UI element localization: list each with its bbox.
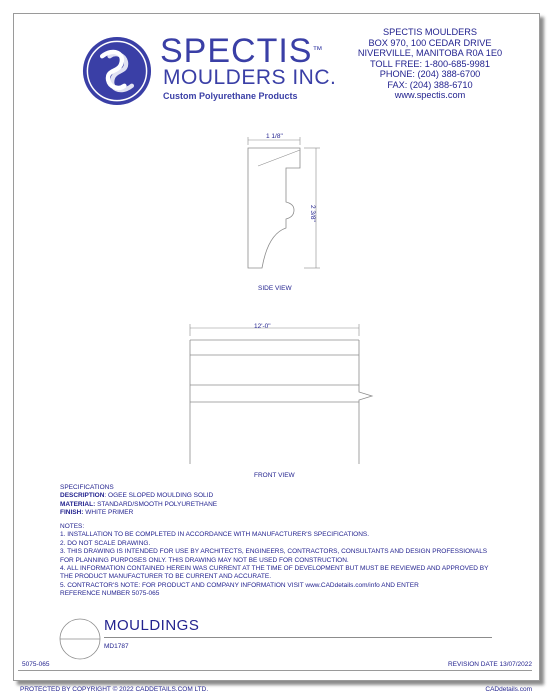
- note-line: 3. THIS DRAWING IS INTENDED FOR USE BY ARCHITECTS, ENGINEERS, CONTRACTORS, CONSULTANTS AND DESIGN PROFESSIONALS: [60, 548, 488, 556]
- revision-date: REVISION DATE 13/07/2022: [447, 661, 532, 668]
- brand-name: SPECTIS™: [160, 32, 324, 70]
- side-view-height-label: 2 3/8": [309, 205, 316, 222]
- front-view-length-label: 12'-0": [254, 323, 271, 330]
- address-line: NIVERVILLE, MANITOBA R0A 1E0: [357, 48, 503, 58]
- front-view-elevation: [190, 340, 372, 464]
- note-line: 4. ALL INFORMATION CONTAINED HEREIN WAS CURRENT AT THE TIME OF DEVELOPMENT BUT MUST BE REVIEWED AND APPROVED BY: [60, 565, 489, 573]
- note-line: FOR PLANNING PURPOSES ONLY. THIS DRAWING MAY NOT BE USED FOR CONSTRUCTION.: [60, 556, 349, 564]
- side-view-label: SIDE VIEW: [258, 285, 292, 292]
- side-view-slope: [258, 150, 300, 166]
- trademark: ™: [312, 45, 324, 56]
- specifications-heading: SPECIFICATIONS: [60, 484, 114, 491]
- spec-description: DESCRIPTION: OGEE SLOPED MOULDING SOLID: [60, 492, 214, 500]
- notes-block: [60, 523, 488, 599]
- address-line: BOX 970, 100 CEDAR DRIVE: [368, 37, 492, 48]
- note-line: 5. CONTRACTOR'S NOTE: FOR PRODUCT AND COMPANY INFORMATION VISIT www.CADdetails.com/info AND ENTER: [60, 581, 419, 589]
- brand-tagline: Custom Polyurethane Products: [163, 91, 298, 101]
- drawing-title: MOULDINGS: [104, 617, 200, 634]
- address-line: SPECTIS MOULDERS: [383, 27, 477, 37]
- spec-finish: FINISH: WHITE PRIMER: [60, 509, 134, 517]
- website-link[interactable]: www.spectis.com: [394, 90, 466, 100]
- title-divider: [104, 637, 492, 638]
- section-marker-icon: [59, 618, 101, 660]
- note-line: 1. INSTALLATION TO BE COMPLETED IN ACCORDANCE WITH MANUFACTURER'S SPECIFICATIONS.: [60, 531, 370, 539]
- front-view-length-dimension: [190, 324, 359, 336]
- notes-heading: NOTES:: [60, 523, 85, 530]
- footer-divider: [18, 670, 532, 671]
- note-line: 2. DO NOT SCALE DRAWING.: [60, 539, 151, 547]
- note-line: REFERENCE NUMBER 5075-065: [60, 590, 160, 598]
- address-line: FAX: (204) 388-6710: [387, 79, 473, 90]
- note-line: THE PRODUCT MANUFACTURER TO BE CURRENT AND ACCURATE.: [60, 573, 272, 581]
- brand-subname: MOULDERS INC.: [163, 66, 337, 89]
- side-view-width-label: 1 1/8": [266, 133, 283, 140]
- address-line: PHONE: (204) 388-6700: [379, 69, 481, 79]
- copyright-notice: PROTECTED BY COPYRIGHT © 2022 CADDETAILS.COM LTD.: [20, 686, 209, 693]
- address-line: TOLL FREE: 1-800-685-9981: [369, 58, 490, 69]
- drawing-code: MD1787: [104, 643, 129, 650]
- front-view-label: FRONT VIEW: [254, 472, 295, 479]
- specifications-block: [60, 484, 217, 518]
- spec-material: MATERIAL: STANDARD/SMOOTH POLYURETHANE: [60, 500, 218, 508]
- caddetails-link[interactable]: CADdetails.com: [485, 686, 532, 693]
- side-view-profile: [248, 148, 300, 268]
- reference-number: 5075-065: [22, 661, 50, 668]
